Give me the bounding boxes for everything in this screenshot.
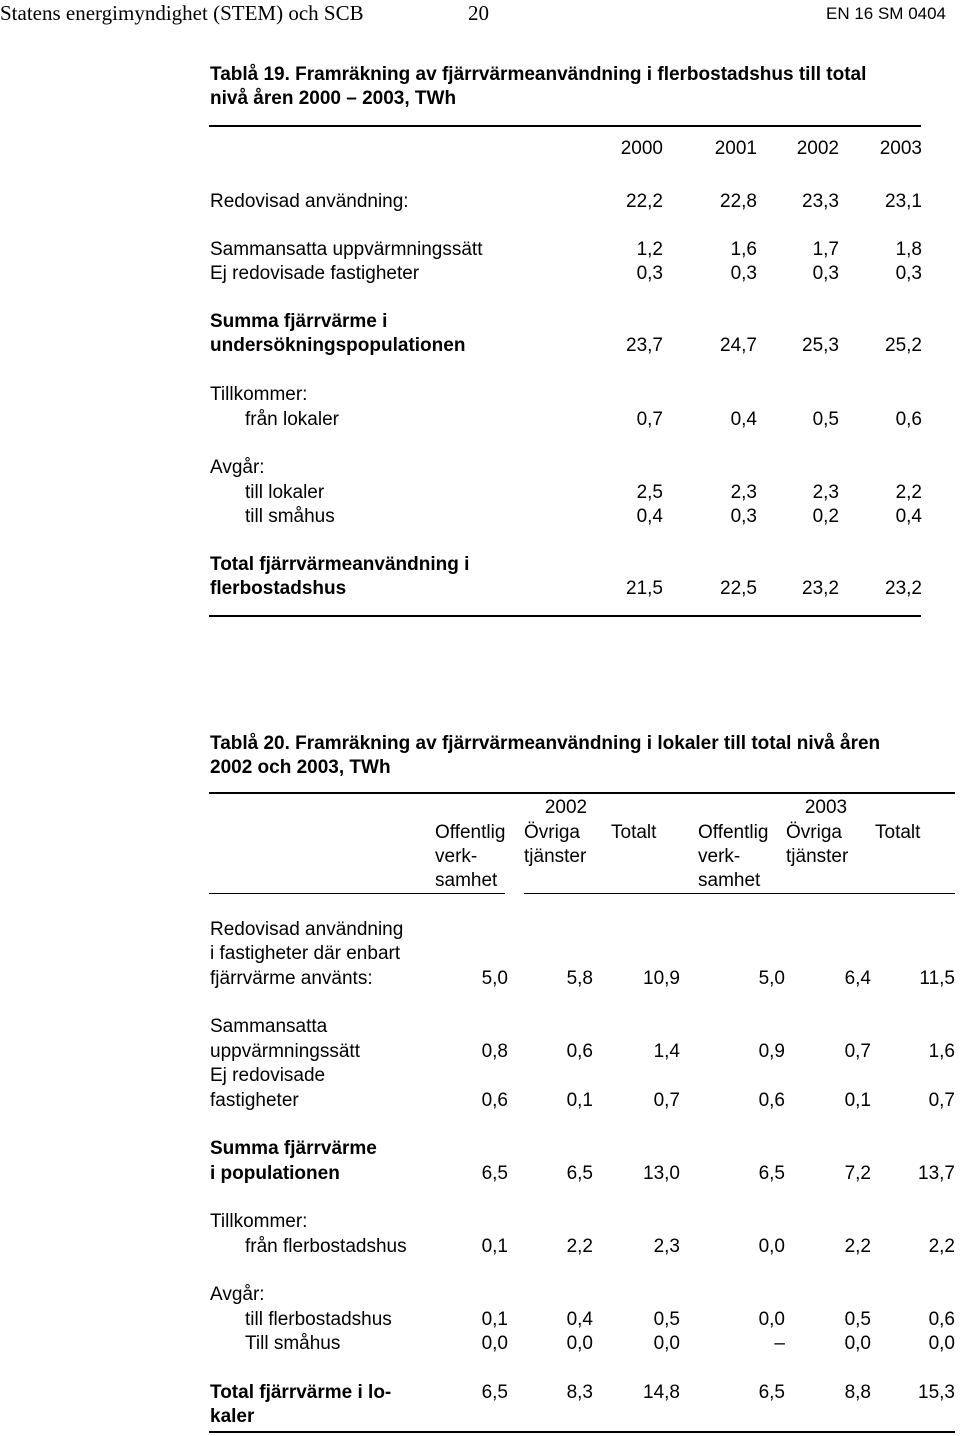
table20-cell: 0,7 [653, 1090, 680, 1111]
table19-cell: 22,2 [626, 191, 663, 212]
table19-top-rule [209, 125, 921, 127]
table20-cell: 13,7 [918, 1163, 955, 1184]
table19-cell: 22,5 [720, 578, 757, 599]
table20-cell: 0,1 [566, 1090, 593, 1111]
table20-cell: 0,0 [481, 1333, 508, 1354]
col-ovriga-2002-l1: Övriga [524, 822, 580, 843]
table19-cell: 22,8 [720, 191, 757, 212]
table19-cell: 2,5 [636, 482, 663, 503]
table19-cell: 2,3 [730, 482, 757, 503]
table19-row-label: Sammansatta uppvärmningssätt [210, 239, 483, 260]
table20-row-label: från flerbostadshus [245, 1236, 407, 1257]
table19-cell: 0,3 [636, 263, 663, 284]
col-offentlig-2003-l3: samhet [698, 870, 761, 891]
table20-cell: 0,0 [844, 1333, 871, 1354]
table20-cell: 11,5 [919, 968, 955, 989]
table19-cell: 0,7 [636, 409, 663, 430]
table20-cell: 0,6 [758, 1090, 785, 1111]
table20-cell: 0,0 [758, 1309, 785, 1330]
col-offentlig-2003-l2: verk- [698, 846, 741, 867]
table20-cell: 0,7 [928, 1090, 955, 1111]
table20-cell: 1,6 [928, 1041, 955, 1062]
table20-cell: 0,6 [481, 1090, 508, 1111]
table19-year-header: 2002 [796, 138, 839, 159]
table20-cell: 5,8 [566, 968, 593, 989]
col-ovriga-2003-l1: Övriga [786, 822, 842, 843]
table19-cell: 0,2 [812, 506, 839, 527]
header-rule-1 [209, 893, 505, 894]
table19-cell: 23,3 [802, 191, 839, 212]
table19-row-label: Redovisad användning: [210, 191, 409, 212]
col-offentlig-2002-l2: verk- [435, 846, 478, 867]
table19-row-label: till lokaler [245, 482, 325, 503]
table20-title-line2: 2002 och 2003, TWh [210, 757, 391, 778]
table20-title-line1: Tablå 20. Framräkning av fjärrvärmeanvändning i lokaler till total nivå åren [210, 733, 881, 754]
table20-cell: 14,8 [643, 1382, 680, 1403]
table20-cell: 0,6 [928, 1309, 955, 1330]
table20-row-label: uppvärmningssätt [210, 1041, 360, 1062]
table19-row-label: från lokaler [245, 409, 339, 430]
table20-cell: 0,0 [653, 1333, 680, 1354]
table19-cell: 25,3 [802, 335, 839, 356]
header-rule-3 [611, 893, 796, 894]
table20-cell: 0,0 [928, 1333, 955, 1354]
table19-cell: 23,2 [802, 578, 839, 599]
table19-cell: 1,2 [636, 239, 663, 260]
col-ovriga-2003-l2: tjänster [786, 846, 849, 867]
table19-cell: 0,5 [812, 409, 839, 430]
table20-cell: 10,9 [643, 968, 680, 989]
table20-cell: 7,2 [844, 1163, 871, 1184]
table19-cell: 24,7 [720, 335, 757, 356]
table20-year-2002: 2002 [544, 797, 588, 818]
table20-cell: 8,3 [566, 1382, 593, 1403]
table20-cell: 0,1 [481, 1309, 508, 1330]
table20-cell: 6,5 [758, 1382, 785, 1403]
table19-year-header: 2000 [620, 138, 663, 159]
table20-cell: 0,5 [844, 1309, 871, 1330]
table20-row-label: fjärrvärme använts: [210, 968, 373, 989]
table19-cell: 0,6 [895, 409, 922, 430]
table19-row-label: undersökningspopulationen [210, 335, 466, 356]
table19-row-label: Tillkommer: [210, 384, 308, 405]
table19-bottom-rule [209, 615, 921, 617]
table19-year-header: 2003 [879, 138, 922, 159]
table20-cell: 2,2 [566, 1236, 593, 1257]
table19-cell: 1,7 [812, 239, 839, 260]
header-rule-4 [786, 893, 955, 894]
table20-row-label: Sammansatta [210, 1016, 328, 1037]
running-header-right: EN 16 SM 0404 [826, 4, 947, 23]
table19-row-label: Total fjärrvärmeanvändning i [210, 554, 470, 575]
table20-cell: 6,4 [844, 968, 871, 989]
table19-cell: 21,5 [626, 578, 663, 599]
table20-cell: 2,2 [928, 1236, 955, 1257]
table20-row-label: till flerbostadshus [245, 1309, 392, 1330]
table20-row-label: Redovisad användning [210, 919, 404, 940]
table20-cell: 0,1 [481, 1236, 508, 1257]
table20-cell: 0,5 [653, 1309, 680, 1330]
table20-cell: 0,8 [481, 1041, 508, 1062]
table20-cell: 8,8 [844, 1382, 871, 1403]
table20-row-label: fastigheter [210, 1090, 299, 1111]
table20-row-label: kaler [210, 1406, 255, 1427]
table19-row-label: Ej redovisade fastigheter [210, 263, 420, 284]
page-number: 20 [468, 1, 489, 25]
table20-row-label: Tillkommer: [210, 1211, 308, 1232]
table20-cell: 15,3 [918, 1382, 955, 1403]
running-header-left: Statens energimyndighet (STEM) och SCB [0, 1, 364, 25]
table20-row-label: i populationen [210, 1163, 340, 1184]
header-rule-2 [524, 893, 619, 894]
table20-row-label: Summa fjärrvärme [210, 1138, 377, 1159]
col-totalt-2002: Totalt [611, 822, 657, 843]
table20-cell: 6,5 [758, 1163, 785, 1184]
table20-row-label: Till småhus [245, 1333, 341, 1354]
table19-cell: 25,2 [885, 335, 922, 356]
table20-cell: 6,5 [481, 1163, 508, 1184]
table20-cell: 0,4 [566, 1309, 593, 1330]
col-totalt-2003: Totalt [875, 822, 921, 843]
col-offentlig-2002-l1: Offentlig [435, 822, 506, 843]
table19-cell: 2,3 [812, 482, 839, 503]
table20-bottom-rule [209, 1431, 955, 1433]
table20-cell: 1,4 [653, 1041, 680, 1062]
table20-row-label: Total fjärrvärme i lo- [210, 1382, 392, 1403]
table19-cell: 0,4 [730, 409, 757, 430]
table20-cell: 6,5 [481, 1382, 508, 1403]
table20-cell: 0,0 [566, 1333, 593, 1354]
table20-cell: 0,6 [566, 1041, 593, 1062]
col-ovriga-2002-l2: tjänster [524, 846, 587, 867]
table19-cell: 1,6 [730, 239, 757, 260]
table19-cell: 2,2 [895, 482, 922, 503]
table20-cell: 0,1 [844, 1090, 871, 1111]
table20-top-rule [209, 792, 955, 794]
table19-title-line1: Tablå 19. Framräkning av fjärrvärmeanvändning i flerbostadshus till total [210, 64, 867, 85]
table20-row-label: Avgår: [210, 1284, 265, 1305]
table19-row-label: Avgår: [210, 457, 265, 478]
table19-cell: 0,4 [895, 506, 922, 527]
table20-cell: 0,0 [758, 1236, 785, 1257]
table20-cell: 2,3 [653, 1236, 680, 1257]
table20-row-label: Ej redovisade [210, 1065, 326, 1086]
table20-cell: 13,0 [643, 1163, 680, 1184]
table19-cell: 23,1 [885, 191, 922, 212]
table19-cell: 0,3 [812, 263, 839, 284]
table20-cell: 0,9 [758, 1041, 785, 1062]
table19-cell: 0,3 [730, 506, 757, 527]
table20-cell: 6,5 [566, 1163, 593, 1184]
table20-cell: 0,7 [844, 1041, 871, 1062]
table19-year-header: 2001 [714, 138, 757, 159]
col-offentlig-2002-l3: samhet [435, 870, 498, 891]
table19-cell: 1,8 [895, 239, 922, 260]
table19-cell: 23,2 [885, 578, 922, 599]
table19-cell: 0,3 [730, 263, 757, 284]
table19-cell: 0,3 [895, 263, 922, 284]
table20-cell: 5,0 [758, 968, 785, 989]
table20-row-label: i fastigheter där enbart [210, 943, 401, 964]
table19-row-label: Summa fjärrvärme i [210, 311, 388, 332]
table20-cell: 2,2 [844, 1236, 871, 1257]
table19-cell: 0,4 [636, 506, 663, 527]
table20-year-2003: 2003 [804, 797, 848, 818]
table20-cell: – [774, 1333, 785, 1354]
table20-cell: 5,0 [481, 968, 508, 989]
table19-title-line2: nivå åren 2000 – 2003, TWh [210, 88, 457, 109]
table19-row-label: till småhus [245, 506, 335, 527]
table19-row-label: flerbostadshus [210, 578, 347, 599]
col-offentlig-2003-l1: Offentlig [698, 822, 769, 843]
table19-cell: 23,7 [626, 335, 663, 356]
